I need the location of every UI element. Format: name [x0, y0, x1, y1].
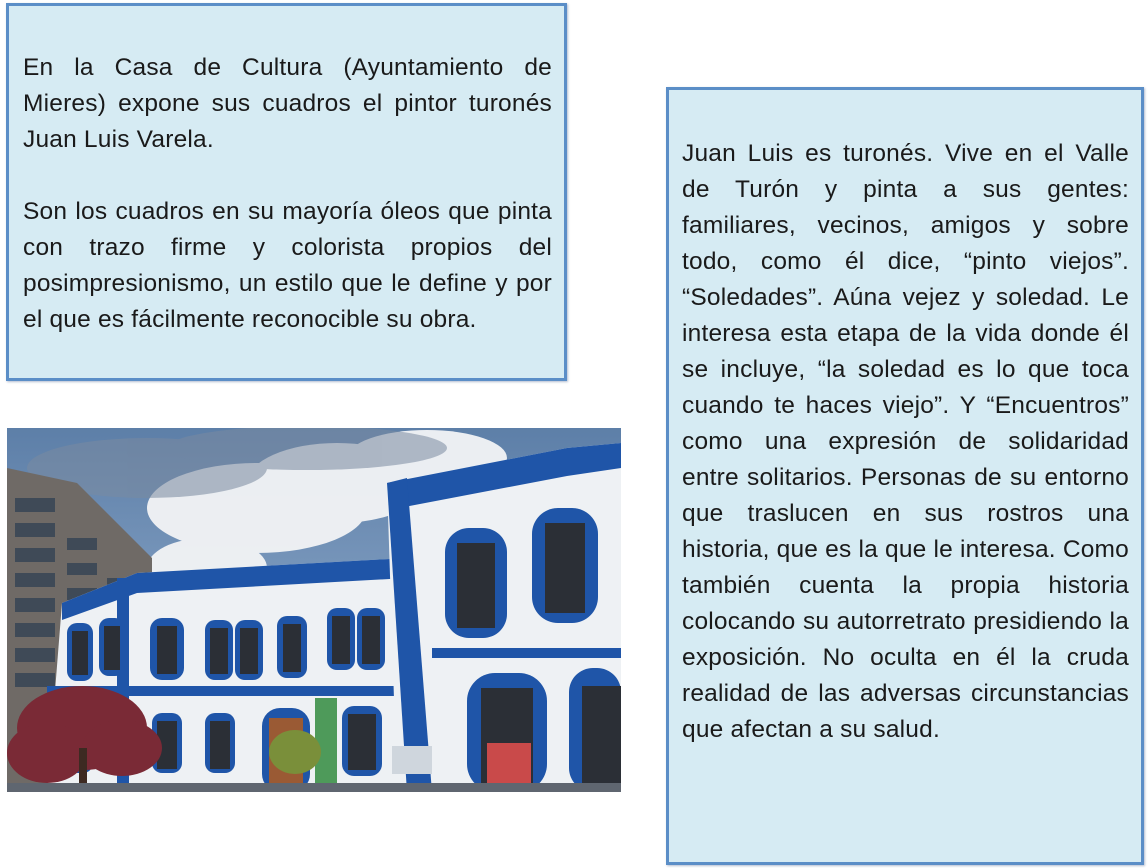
- intro-paragraph-2: Son los cuadros en su mayoría óleos que pinta con trazo firme y colorista propios del posimpresionismo, un estilo que le define y por el que es fácilmente reconocible su obra.: [23, 198, 552, 333]
- casa-de-cultura-photo: [7, 428, 621, 792]
- intro-paragraph-1: En la Casa de Cultura (Ayuntamiento de Mieres) expone sus cuadros el pintor turonés Juan Luis Varela.: [23, 54, 552, 153]
- artist-description-box: [666, 87, 1144, 865]
- artist-paragraph: Juan Luis es turonés. Vive en el Valle de Turón y pinta a sus gentes: familiares, vecinos, amigos y sobre todo, como él dice, “pinto viejos”. “Soledades”. Aúna vejez y soledad. Le interesa esta etapa de la vida donde él se incluye, “la soledad es lo que toca cuando te haces viejo”. Y “Encuentros” como una expresión de solidaridad entre solitarios. Personas de su entorno que traslucen en sus rostros una historia, que es la que le interesa. Como también cuenta la propia historia colocando su autorretrato presidiendo la exposición. No oculta en él la cruda realidad de las adversas circunstancias que afectan a su salud.: [682, 140, 1129, 743]
- intro-text-box: [6, 3, 567, 381]
